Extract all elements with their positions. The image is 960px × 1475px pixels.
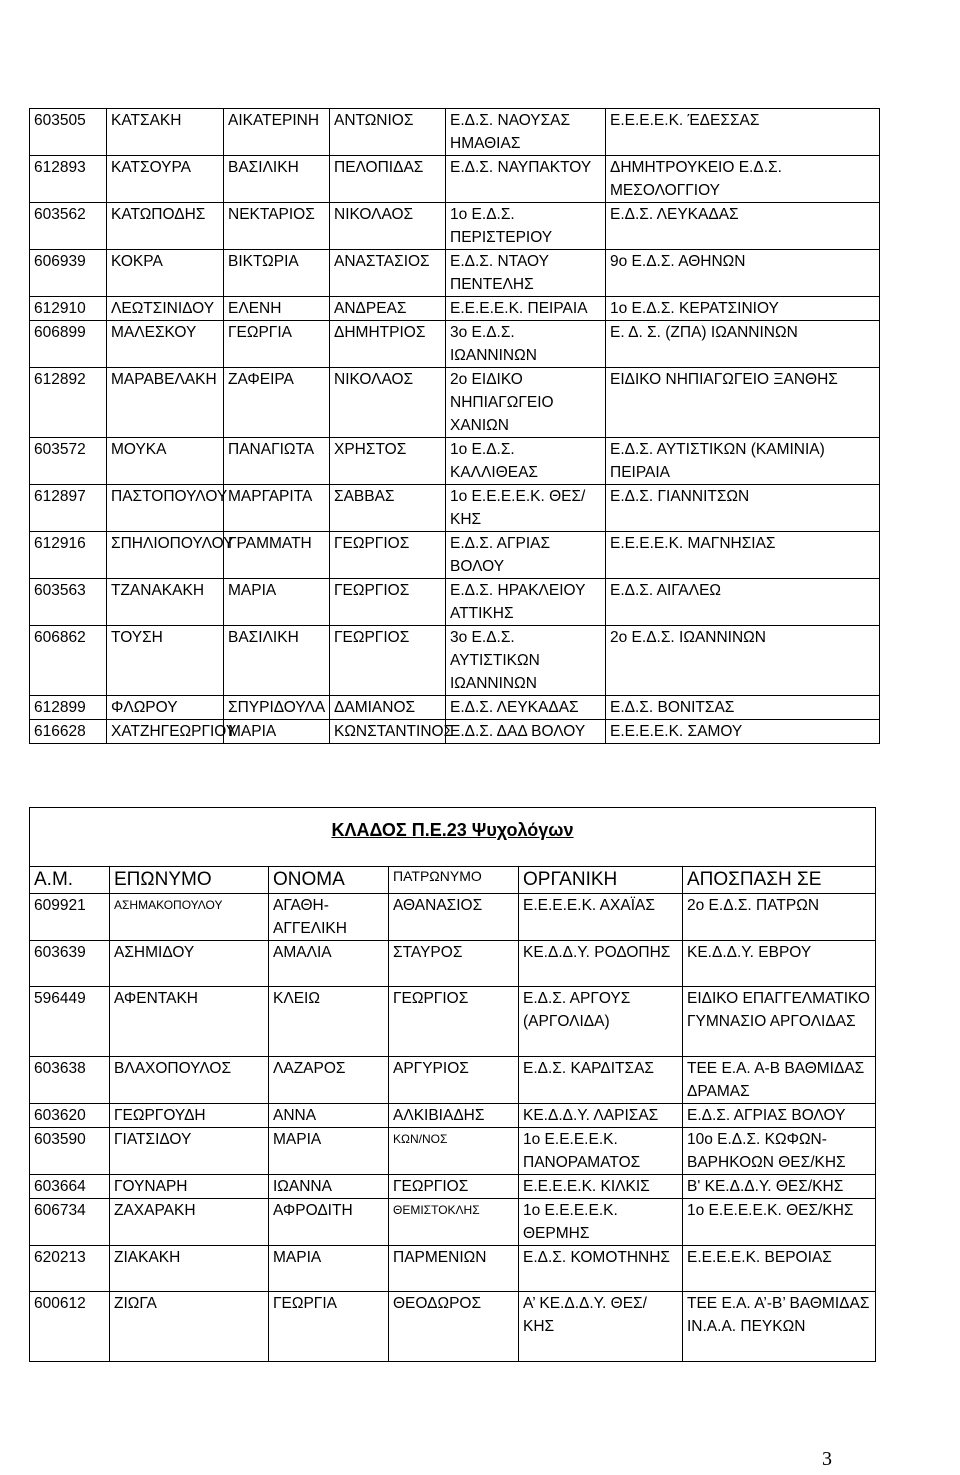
- am-cell: 596449: [30, 987, 110, 1057]
- table-row: [30, 1175, 876, 1199]
- secondment-cell: ΚΕ.Δ.Δ.Υ. ΕΒΡΟΥ: [683, 941, 876, 987]
- patronymic-cell: ΣΑΒΒΑΣ: [330, 485, 446, 532]
- table-row: [30, 485, 880, 532]
- am-cell: 612910: [30, 297, 107, 321]
- secondment-cell: Ε.Δ.Σ. ΑΥΤΙΣΤΙΚΩΝ (ΚΑΜΙΝΙΑ) ΠΕΙΡΑΙΑ: [606, 438, 880, 485]
- source-line-3: http://edu.klimaka.gr: [4, 36, 131, 52]
- secondment-cell: 10ο Ε.Δ.Σ. ΚΩΦΩΝ-ΒΑΡΗΚΟΩΝ ΘΕΣ/ΚΗΣ: [683, 1128, 876, 1175]
- am-cell: 612897: [30, 485, 107, 532]
- am-cell: 600612: [30, 1292, 110, 1362]
- am-cell: 606734: [30, 1199, 110, 1246]
- patronymic-cell: ΑΡΓΥΡΙΟΣ: [389, 1057, 519, 1104]
- surname-cell: ΒΛΑΧΟΠΟΥΛΟΣ: [110, 1057, 269, 1104]
- am-cell: 603664: [30, 1175, 110, 1199]
- surname-cell: ΜΟΥΚΑ: [107, 438, 224, 485]
- patronymic-cell: ΠΕΛΟΠΙΔΑΣ: [330, 156, 446, 203]
- organic-cell: Ε.Δ.Σ. ΝΑΥΠΑΚΤΟΥ: [446, 156, 606, 203]
- name-cell: ΜΑΡΙΑ: [269, 1246, 389, 1292]
- organic-cell: Ε.Ε.Ε.Ε.Κ. ΑΧΑΪΑΣ: [519, 894, 683, 941]
- patronymic-cell: ΓΕΩΡΓΙΟΣ: [330, 579, 446, 626]
- patronymic-cell: ΔΑΜΙΑΝΟΣ: [330, 696, 446, 720]
- table-row: [30, 250, 880, 297]
- surname-cell: ΦΛΩΡΟΥ: [107, 696, 224, 720]
- surname-cell: ΜΑΡΑΒΕΛΑΚΗ: [107, 368, 224, 438]
- patronymic-cell: ΚΩΝ/ΝΟΣ: [389, 1128, 519, 1175]
- surname-cell: ΠΑΣΤΟΠΟΥΛΟΥ: [107, 485, 224, 532]
- surname-cell: ΑΣΗΜΑΚΟΠΟΥΛΟΥ: [110, 894, 269, 941]
- staff-table-1: [29, 108, 880, 744]
- table-row: [30, 1128, 876, 1175]
- name-cell: ΑΦΡΟΔΙΤΗ: [269, 1199, 389, 1246]
- surname-cell: ΚΟΚΡΑ: [107, 250, 224, 297]
- surname-cell: ΧΑΤΖΗΓΕΩΡΓΙΟΥ: [107, 720, 224, 744]
- name-cell: ΑΜΑΛΙΑ: [269, 941, 389, 987]
- surname-cell: ΑΣΗΜΙΔΟΥ: [110, 941, 269, 987]
- header-row: [30, 867, 876, 894]
- name-cell: ΒΙΚΤΩΡΙΑ: [224, 250, 330, 297]
- organic-cell: 1ο Ε.Ε.Ε.Ε.Κ. ΘΕΡΜΗΣ: [519, 1199, 683, 1246]
- am-cell: 603620: [30, 1104, 110, 1128]
- secondment-cell: 2ο Ε.Δ.Σ. ΙΩΑΝΝΙΝΩΝ: [606, 626, 880, 696]
- surname-cell: ΚΑΤΩΠΟΔΗΣ: [107, 203, 224, 250]
- table-row: [30, 1292, 876, 1362]
- source-watermark: [4, 2, 172, 53]
- secondment-cell: Β' ΚΕ.Δ.Δ.Υ. ΘΕΣ/ΚΗΣ: [683, 1175, 876, 1199]
- organic-cell: Ε.Δ.Σ. ΔΑΔ ΒΟΛΟΥ: [446, 720, 606, 744]
- name-cell: ΠΑΝΑΓΙΩΤΑ: [224, 438, 330, 485]
- patronymic-cell: ΠΑΡΜΕΝΙΩΝ: [389, 1246, 519, 1292]
- am-cell: 612893: [30, 156, 107, 203]
- surname-cell: ΚΑΤΣΑΚΗ: [107, 109, 224, 156]
- secondment-cell: Ε.Δ.Σ. ΛΕΥΚΑΔΑΣ: [606, 203, 880, 250]
- table-row: [30, 894, 876, 941]
- patronymic-cell: ΑΘΑΝΑΣΙΟΣ: [389, 894, 519, 941]
- name-cell: ΜΑΡΙΑ: [224, 579, 330, 626]
- secondment-cell: ΤΕΕ Ε.Α. Α’-Β’ ΒΑΘΜΙΔΑΣ ΙΝ.Α.Α. ΠΕΥΚΩΝ: [683, 1292, 876, 1362]
- organic-cell: Ε.Δ.Σ. ΑΡΓΟΥΣ (ΑΡΓΟΛΙΔΑ): [519, 987, 683, 1057]
- table-row: [30, 321, 880, 368]
- col-header-secondment: ΑΠΟΣΠΑΣΗ ΣΕ: [683, 867, 876, 894]
- table-row: [30, 368, 880, 438]
- organic-cell: Ε.Δ.Σ. ΚΑΡΔΙΤΣΑΣ: [519, 1057, 683, 1104]
- name-cell: ΓΡΑΜΜΑΤΗ: [224, 532, 330, 579]
- secondment-cell: ΕΙΔΙΚΟ ΝΗΠΙΑΓΩΓΕΙΟ ΞΑΝΘΗΣ: [606, 368, 880, 438]
- organic-cell: Ε.Ε.Ε.Ε.Κ. ΚΙΛΚΙΣ: [519, 1175, 683, 1199]
- table-row: [30, 203, 880, 250]
- table-row: [30, 579, 880, 626]
- surname-cell: ΓΙΑΤΣΙΔΟΥ: [110, 1128, 269, 1175]
- patronymic-cell: ΓΕΩΡΓΙΟΣ: [330, 626, 446, 696]
- surname-cell: ΓΕΩΡΓΟΥΔΗ: [110, 1104, 269, 1128]
- col-header-organic: ΟΡΓΑΝΙΚΗ: [519, 867, 683, 894]
- patronymic-cell: ΓΕΩΡΓΙΟΣ: [389, 1175, 519, 1199]
- secondment-cell: Ε.Δ.Σ. ΒΟΝΙΤΣΑΣ: [606, 696, 880, 720]
- psychologists-table: [29, 866, 876, 1362]
- organic-cell: Ε.Ε.Ε.Ε.Κ. ΠΕΙΡΑΙΑ: [446, 297, 606, 321]
- col-header-name: ΟΝΟΜΑ: [269, 867, 389, 894]
- secondment-cell: 9ο Ε.Δ.Σ. ΑΘΗΝΩΝ: [606, 250, 880, 297]
- organic-cell: 1ο Ε.Δ.Σ. ΚΑΛΛΙΘΕΑΣ: [446, 438, 606, 485]
- secondment-cell: Ε.Δ.Σ. ΓΙΑΝΝΙΤΣΩΝ: [606, 485, 880, 532]
- organic-cell: 1ο Ε.Ε.Ε.Ε.Κ. ΘΕΣ/ΚΗΣ: [446, 485, 606, 532]
- am-cell: 603562: [30, 203, 107, 250]
- am-cell: 603505: [30, 109, 107, 156]
- surname-cell: ΤΟΥΣΗ: [107, 626, 224, 696]
- organic-cell: 1ο Ε.Δ.Σ. ΠΕΡΙΣΤΕΡΙΟΥ: [446, 203, 606, 250]
- page-number: 3: [822, 1448, 832, 1470]
- surname-cell: ΜΑΛΕΣΚΟΥ: [107, 321, 224, 368]
- name-cell: ΛΑΖΑΡΟΣ: [269, 1057, 389, 1104]
- patronymic-cell: ΓΕΩΡΓΙΟΣ: [330, 532, 446, 579]
- patronymic-cell: ΧΡΗΣΤΟΣ: [330, 438, 446, 485]
- am-cell: 603590: [30, 1128, 110, 1175]
- surname-cell: ΛΕΩΤΣΙΝΙΔΟΥ: [107, 297, 224, 321]
- patronymic-cell: ΑΛΚΙΒΙΑΔΗΣ: [389, 1104, 519, 1128]
- name-cell: ΓΕΩΡΓΙΑ: [224, 321, 330, 368]
- source-line-1: Ανακτήθηκε από την: [4, 2, 131, 18]
- name-cell: ΝΕΚΤΑΡΙΟΣ: [224, 203, 330, 250]
- col-header-am: Α.Μ.: [30, 867, 110, 894]
- name-cell: ΣΠΥΡΙΔΟΥΛΑ: [224, 696, 330, 720]
- organic-cell: Ε.Δ.Σ. ΛΕΥΚΑΔΑΣ: [446, 696, 606, 720]
- name-cell: ΕΛΕΝΗ: [224, 297, 330, 321]
- table-row: [30, 532, 880, 579]
- secondment-cell: ΕΙΔΙΚΟ ΕΠΑΓΓΕΛΜΑΤΙΚΟ ΓΥΜΝΑΣΙΟ ΑΡΓΟΛΙΔΑΣ: [683, 987, 876, 1057]
- am-cell: 616628: [30, 720, 107, 744]
- secondment-cell: 2ο Ε.Δ.Σ. ΠΑΤΡΩΝ: [683, 894, 876, 941]
- am-cell: 603572: [30, 438, 107, 485]
- section-title: ΚΛΑΔΟΣ Π.Ε.23 Ψυχολόγων: [331, 820, 574, 840]
- secondment-cell: Ε. Δ. Σ. (ΖΠΑ) ΙΩΑΝΝΙΝΩΝ: [606, 321, 880, 368]
- surname-cell: ΚΑΤΣΟΥΡΑ: [107, 156, 224, 203]
- name-cell: ΖΑΦΕΙΡΑ: [224, 368, 330, 438]
- secondment-cell: Ε.Ε.Ε.Ε.Κ. ΣΑΜΟΥ: [606, 720, 880, 744]
- surname-cell: ΖΑΧΑΡΑΚΗ: [110, 1199, 269, 1246]
- patronymic-cell: ΔΗΜΗΤΡΙΟΣ: [330, 321, 446, 368]
- surname-cell: ΤΖΑΝΑΚΑΚΗ: [107, 579, 224, 626]
- source-line-2: ΕΚΠΑΙΔΕΥΤΙΚΗ ΚΛΙΜΑΚΑ: [4, 19, 173, 35]
- table-row: [30, 987, 876, 1057]
- table-row: [30, 626, 880, 696]
- table-row: [30, 1199, 876, 1246]
- am-cell: 606862: [30, 626, 107, 696]
- patronymic-cell: ΚΩΝΣΤΑΝΤΙΝΟΣ: [330, 720, 446, 744]
- table-row: [30, 156, 880, 203]
- am-cell: 612892: [30, 368, 107, 438]
- organic-cell: Ε.Δ.Σ. ΝΑΟΥΣΑΣ ΗΜΑΘΙΑΣ: [446, 109, 606, 156]
- am-cell: 609921: [30, 894, 110, 941]
- patronymic-cell: ΘΕΜΙΣΤΟΚΛΗΣ: [389, 1199, 519, 1246]
- organic-cell: ΚΕ.Δ.Δ.Υ. ΡΟΔΟΠΗΣ: [519, 941, 683, 987]
- am-cell: 606899: [30, 321, 107, 368]
- table-row: [30, 941, 876, 987]
- organic-cell: Ε.Δ.Σ. ΑΓΡΙΑΣ ΒΟΛΟΥ: [446, 532, 606, 579]
- patronymic-cell: ΘΕΟΔΩΡΟΣ: [389, 1292, 519, 1362]
- secondment-cell: 1ο Ε.Δ.Σ. ΚΕΡΑΤΣΙΝΙΟΥ: [606, 297, 880, 321]
- name-cell: ΓΕΩΡΓΙΑ: [269, 1292, 389, 1362]
- organic-cell: Ε.Δ.Σ. ΗΡΑΚΛΕΙΟΥ ΑΤΤΙΚΗΣ: [446, 579, 606, 626]
- table-row: [30, 438, 880, 485]
- organic-cell: Α’ ΚΕ.Δ.Δ.Υ. ΘΕΣ/ΚΗΣ: [519, 1292, 683, 1362]
- secondment-cell: Ε.Δ.Σ. ΑΓΡΙΑΣ ΒΟΛΟΥ: [683, 1104, 876, 1128]
- organic-cell: Ε.Δ.Σ. ΝΤΑΟΥ ΠΕΝΤΕΛΗΣ: [446, 250, 606, 297]
- name-cell: ΒΑΣΙΛΙΚΗ: [224, 626, 330, 696]
- name-cell: ΜΑΡΓΑΡΙΤΑ: [224, 485, 330, 532]
- section-title-box: [29, 807, 876, 867]
- organic-cell: 3ο Ε.Δ.Σ. ΑΥΤΙΣΤΙΚΩΝ ΙΩΑΝΝΙΝΩΝ: [446, 626, 606, 696]
- name-cell: ΑΝΝΑ: [269, 1104, 389, 1128]
- patronymic-cell: ΓΕΩΡΓΙΟΣ: [389, 987, 519, 1057]
- name-cell: ΒΑΣΙΛΙΚΗ: [224, 156, 330, 203]
- patronymic-cell: ΑΝΔΡΕΑΣ: [330, 297, 446, 321]
- table-row: [30, 1246, 876, 1292]
- organic-cell: 1ο Ε.Ε.Ε.Ε.Κ. ΠΑΝΟΡΑΜΑΤΟΣ: [519, 1128, 683, 1175]
- name-cell: ΙΩΑΝΝΑ: [269, 1175, 389, 1199]
- name-cell: ΜΑΡΙΑ: [269, 1128, 389, 1175]
- am-cell: 603639: [30, 941, 110, 987]
- am-cell: 612899: [30, 696, 107, 720]
- organic-cell: Ε.Δ.Σ. ΚΟΜΟΤΗΝΗΣ: [519, 1246, 683, 1292]
- table-row: [30, 1057, 876, 1104]
- surname-cell: ΖΙΑΚΑΚΗ: [110, 1246, 269, 1292]
- secondment-cell: Ε.Ε.Ε.Ε.Κ. ΜΑΓΝΗΣΙΑΣ: [606, 532, 880, 579]
- organic-cell: 3ο Ε.Δ.Σ. ΙΩΑΝΝΙΝΩΝ: [446, 321, 606, 368]
- patronymic-cell: ΑΝΤΩΝΙΟΣ: [330, 109, 446, 156]
- name-cell: ΑΓΑΘΗ-ΑΓΓΕΛΙΚΗ: [269, 894, 389, 941]
- patronymic-cell: ΝΙΚΟΛΑΟΣ: [330, 368, 446, 438]
- secondment-cell: Ε.Ε.Ε.Ε.Κ. ΈΔΕΣΣΑΣ: [606, 109, 880, 156]
- table-row: [30, 720, 880, 744]
- surname-cell: ΑΦΕΝΤΑΚΗ: [110, 987, 269, 1057]
- col-header-surname: ΕΠΩΝΥΜΟ: [110, 867, 269, 894]
- surname-cell: ΓΟΥΝΑΡΗ: [110, 1175, 269, 1199]
- am-cell: 603563: [30, 579, 107, 626]
- secondment-cell: ΤΕΕ Ε.Α. Α-Β ΒΑΘΜΙΔΑΣ ΔΡΑΜΑΣ: [683, 1057, 876, 1104]
- surname-cell: ΖΙΩΓΑ: [110, 1292, 269, 1362]
- name-cell: ΜΑΡΙΑ: [224, 720, 330, 744]
- am-cell: 612916: [30, 532, 107, 579]
- secondment-cell: 1ο Ε.Ε.Ε.Ε.Κ. ΘΕΣ/ΚΗΣ: [683, 1199, 876, 1246]
- organic-cell: 2ο ΕΙΔΙΚΟ ΝΗΠΙΑΓΩΓΕΙΟ ΧΑΝΙΩΝ: [446, 368, 606, 438]
- table-row: [30, 109, 880, 156]
- table-row: [30, 1104, 876, 1128]
- name-cell: ΑΙΚΑΤΕΡΙΝΗ: [224, 109, 330, 156]
- am-cell: 620213: [30, 1246, 110, 1292]
- col-header-patronymic: ΠΑΤΡΩΝΥΜΟ: [389, 867, 519, 894]
- patronymic-cell: ΝΙΚΟΛΑΟΣ: [330, 203, 446, 250]
- secondment-cell: Ε.Ε.Ε.Ε.Κ. ΒΕΡΟΙΑΣ: [683, 1246, 876, 1292]
- surname-cell: ΣΠΗΛΙΟΠΟΥΛΟΥ: [107, 532, 224, 579]
- table-row: [30, 297, 880, 321]
- organic-cell: ΚΕ.Δ.Δ.Υ. ΛΑΡΙΣΑΣ: [519, 1104, 683, 1128]
- am-cell: 603638: [30, 1057, 110, 1104]
- table-row: [30, 696, 880, 720]
- patronymic-cell: ΣΤΑΥΡΟΣ: [389, 941, 519, 987]
- patronymic-cell: ΑΝΑΣΤΑΣΙΟΣ: [330, 250, 446, 297]
- am-cell: 606939: [30, 250, 107, 297]
- ada-code: ΑΔΑ: Β41Α9-0ΓΠ: [753, 0, 954, 29]
- name-cell: ΚΛΕΙΩ: [269, 987, 389, 1057]
- secondment-cell: ΔΗΜΗΤΡΟΥΚΕΙΟ Ε.Δ.Σ. ΜΕΣΟΛΟΓΓΙΟΥ: [606, 156, 880, 203]
- secondment-cell: Ε.Δ.Σ. ΑΙΓΑΛΕΩ: [606, 579, 880, 626]
